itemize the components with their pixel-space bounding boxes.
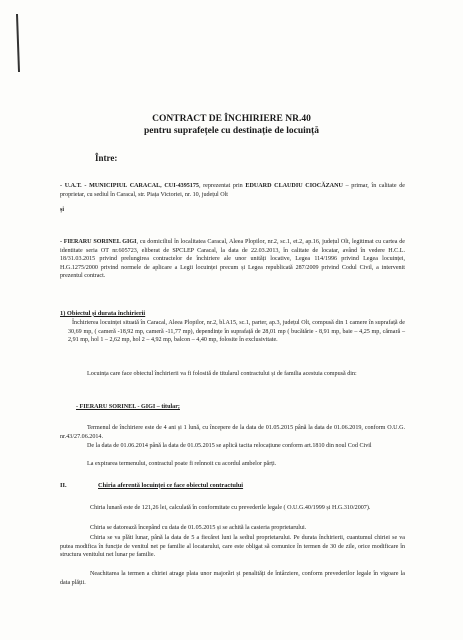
parties-intro: Între:	[95, 153, 118, 163]
party1-representative: EDUARD CLAUDIU CIOCĂZANU	[245, 183, 343, 189]
party1-name: MUNICIPIUL CARACAL, CUI-4395175	[89, 183, 199, 189]
party1-mid: , reprezentat prin	[198, 183, 246, 189]
section1-term-paragraph: Termenul de închiriere este de 4 ani și 1 lună, cu începere de la data de 01.05.2015 până la data de 01.06.2019, conform O.U.G. nr.43/27.06.2014.	[60, 425, 405, 440]
party1-prefix: - U.A.T. -	[60, 183, 90, 189]
party2-paragraph	[60, 238, 405, 281]
handwritten-margin-mark	[16, 14, 20, 72]
section2-number: II.	[60, 482, 67, 489]
section2-heading: Chiria aferentă locuinței ce face obiectul contractului	[98, 482, 244, 489]
section2-payment-paragraph: Chiria se va plăti lunar, până la data de 5 a fiecărei luni la sediul proprietarului. Pe durata închirierii, cuantumul chiriei se va putea modifica în funcție de venitul net pe familie al locatarului, care este obligat să comunice în termen de 30 de zile, orice modificare în structura venitului net lunar pe familie.	[60, 535, 405, 559]
contract-title: CONTRACT DE ÎNCHIRIERE NR.40	[152, 114, 311, 124]
section1-object-paragraph: Închirierea locuinței situată în Caracal, Aleea Plopilor, nr.2, bl.A15, sc.1, parter, ap.3, județul Olt, compusă din 1 camere în suprafață de 30,69 mp, ( cameră -18,92 mp, cameră -11,77 mp), dependințe în suprafață de 28,01 mp ( bucătărie - 8,91 mp, baie – 4,25 mp, cămară – 2,91 mp, hol 1 – 2,62 mp, hol 2 – 4,92 mp, balcon – 4,40 mp, folosite în exclusivitate.	[68, 320, 405, 344]
party1-paragraph	[60, 182, 405, 199]
section2-rent-paragraph: Chiria lunară este de 121,26 lei, calculată în conformitate cu prevederile legale ( O.U.G.40/1999 și H.G.310/2007).	[90, 505, 371, 511]
party-conjunction: și	[60, 207, 65, 213]
section1-heading: 1) Obiectul și durata închirierii	[60, 310, 146, 317]
party2-text: , cu domiciliul în localitatea Caracal, Aleea Plopilor, nr.2, sc.1, et.2, ap.16, județul Olt, legitimat cu cartea de identitate seria OT nr.605723, eliberat de SPCLEP Caracal, la data de 22.03.2013, în calitate de locatar, având în vedere H.C.L. 18/31.03.2015 privind prelungirea contractelor de închiriere ale unor unități locative, Legea 114/1996 privind Legea locuinței, H.G.1275/2000 privind normele de aplicare a Legii locuinței precum și Legea republicată 287/2009 privind Codul Civil, a intervenit prezentul contract.	[60, 239, 405, 280]
section1-tenant: - FIERARU SORINEL - GIGI – titular;	[76, 404, 180, 410]
party1-rest: – primar, în calitate de proprietar, cu sediul în Caracal, str. Piața Victoriei, nr. 10, județul Olt	[60, 183, 405, 198]
section2-penalty-paragraph: Neachitarea la termen a chiriei atrage plata unor majorări și penalități de întârziere, conform prevederilor legale în vigoare la data plății.	[60, 571, 405, 586]
section2-due-paragraph: Chiria se datorează începând cu data de 01.05.2015 și se achită la casieria proprietarului.	[90, 525, 307, 531]
section1-renewal-paragraph: La expirarea termenului, contractul poate fi reînnoit cu acordul ambelor părți.	[87, 461, 277, 467]
section1-relocation-paragraph: De la data de 01.06.2014 până la data de 01.05.2015 se aplică tacita relocațiune conform art.1810 din noul Cod Civil	[87, 443, 372, 449]
contract-subtitle: pentru suprafețele cu destinație de locuință	[144, 126, 319, 136]
party2-name: - FIERARU SORINEL GIGI	[60, 239, 137, 245]
section1-family-paragraph: Locuința care face obiectul închirierii va fi folosită de titularul contractului și de familia acestuia compusă din:	[87, 371, 357, 377]
